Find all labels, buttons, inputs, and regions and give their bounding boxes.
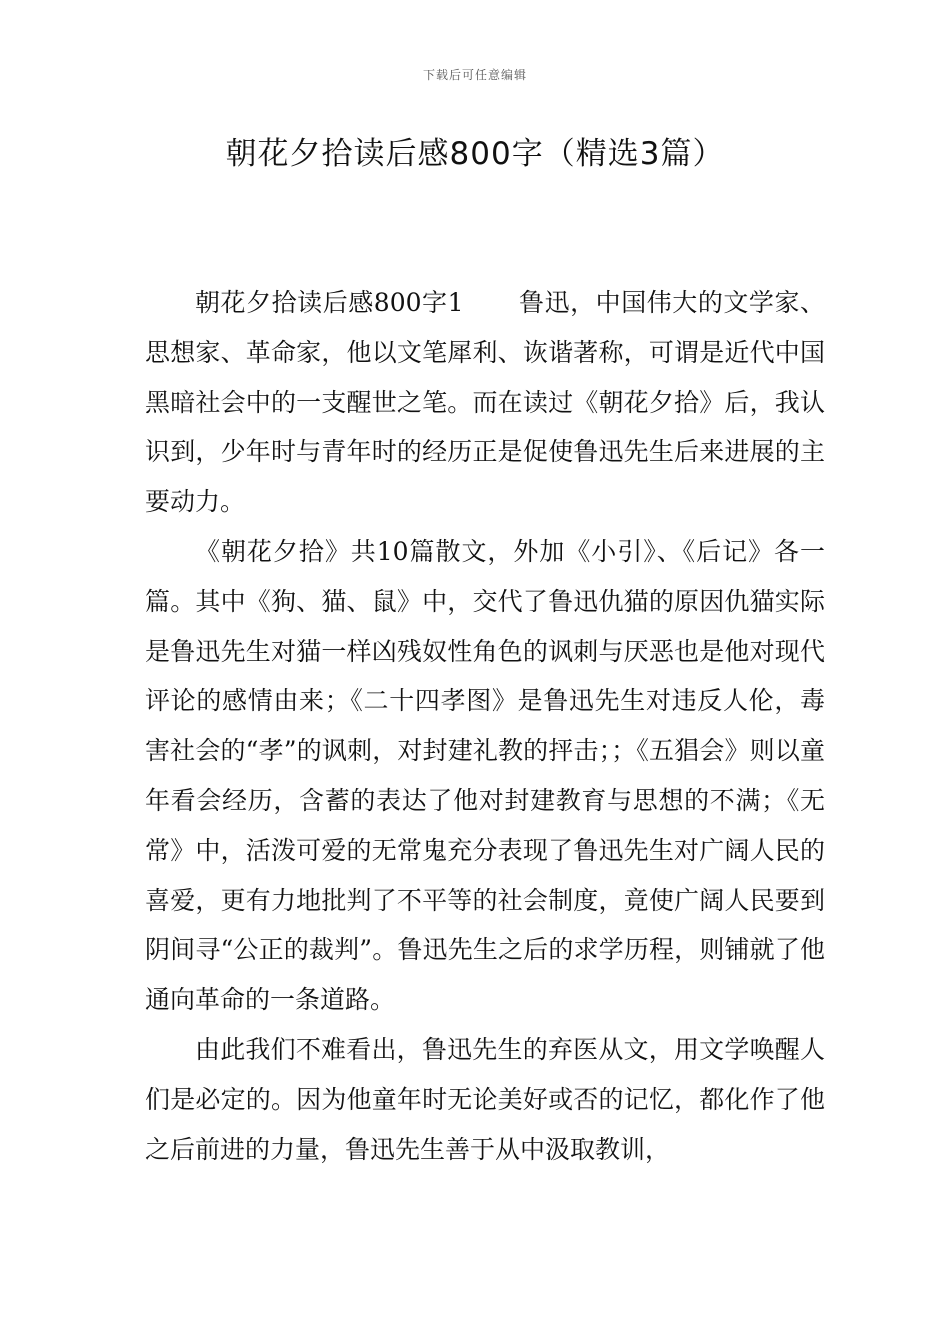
paragraph-text: 鲁迅，中国伟大的文学家、思想家、革命家，他以文笔犀利、诙谐著称，可谓是近代中国黑暗社会中的一支醒世之笔。而在读过《朝花夕拾》后，我认识到，少年时与青年时的经历正是促使鲁迅先生后来进展的主要动力。 [145,288,825,517]
paragraph-1 [145,278,825,527]
paragraph-text: 《朝花夕拾》共10篇散文，外加《小引》、《后记》各一篇。其中《狗、猫、鼠》中，交代了鲁迅仇猫的原因仇猫实际是鲁迅先生对猫一样凶残奴性角色的讽刺与厌恶也是他对现代评论的感情由来；《二十四孝图》是鲁迅先生对违反人伦，毒害社会的“孝”的讽刺，对封建礼教的抨击；；《五猖会》则以童年看会经历，含蓄的表达了他对封建教育与思想的不满；《无常》中，活泼可爱的无常鬼充分表现了鲁迅先生对广阔人民的喜爱，更有力地批判了不平等的社会制度，竟使广阔人民要到阴间寻“公正的裁判”。鲁迅先生之后的求学历程，则铺就了他通向革命的一条道路。 [145,536,825,1015]
document-title: 朝花夕拾读后感800字（精选3篇） [225,136,725,172]
document-body [145,278,825,1174]
paragraph-2 [145,527,825,1025]
paragraph-text: 由此我们不难看出，鲁迅先生的弃医从文，用文学唤醒人们是必定的。因为他童年时无论美好或否的记忆，都化作了他之后前进的力量，鲁迅先生善于从中汲取教训， [145,1034,825,1164]
paragraph-3 [145,1025,825,1174]
section-heading: 朝花夕拾读后感800字1 [195,288,464,317]
header-note: 下载后可任意编辑 [422,68,527,82]
